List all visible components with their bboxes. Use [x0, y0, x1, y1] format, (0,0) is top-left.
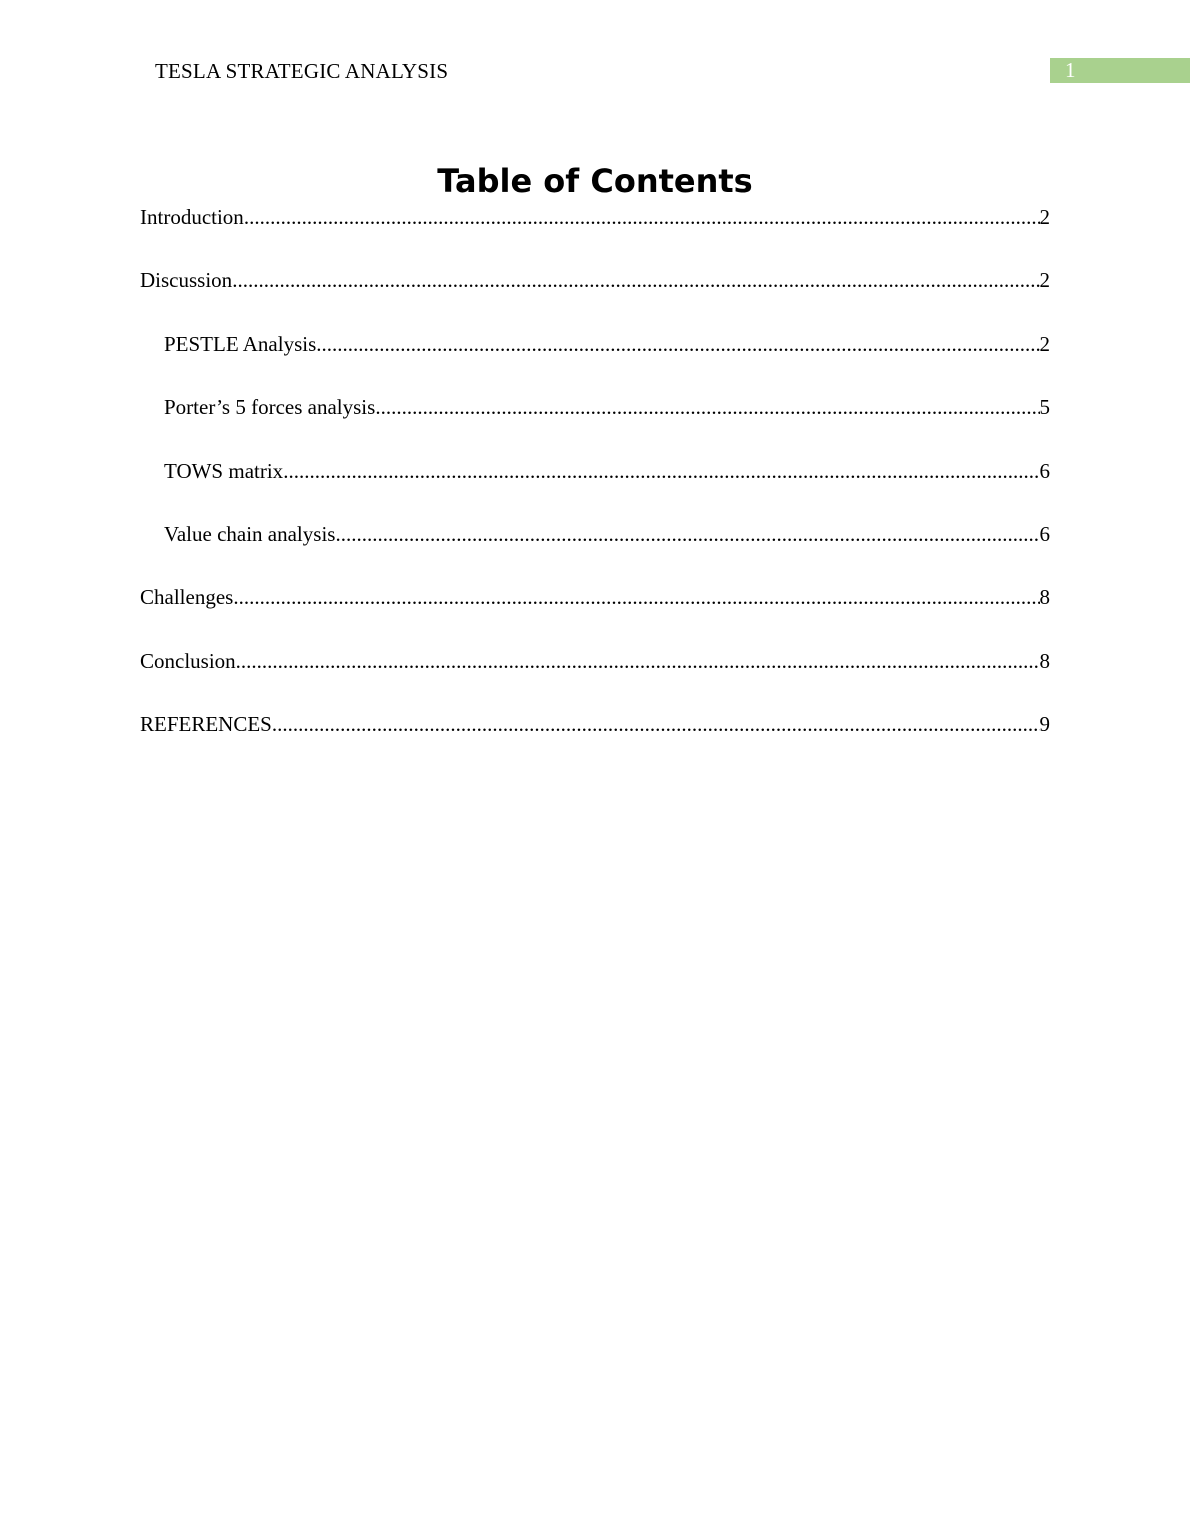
toc-entry-page: 6	[1039, 521, 1050, 546]
toc-entry-page: 8	[1039, 585, 1050, 610]
toc-entry-page: 2	[1039, 268, 1050, 293]
page-number: 1	[1065, 58, 1076, 82]
toc-entry-page: 2	[1039, 205, 1050, 229]
toc-entry-tows-matrix[interactable]	[140, 456, 1050, 519]
page-number-box	[1050, 58, 1190, 83]
toc-entry-label: TOWS matrix	[164, 458, 284, 483]
toc-dot-leader	[244, 202, 1040, 232]
running-header-title: TESLA STRATEGIC ANALYSIS	[155, 59, 449, 83]
toc-title: Table of Contents	[437, 162, 753, 200]
toc-entry-label: Challenges	[140, 585, 234, 610]
toc-dot-leader	[233, 582, 1039, 612]
toc-dot-leader	[272, 709, 1040, 739]
toc-entry-references[interactable]	[140, 709, 1050, 772]
toc-dot-leader	[335, 519, 1039, 549]
toc-entry-page: 2	[1039, 331, 1050, 356]
toc-entry-page: 8	[1039, 648, 1050, 673]
toc-entry-porters-5-forces[interactable]	[140, 392, 1050, 455]
toc-entry-page: 5	[1039, 395, 1050, 420]
toc-dot-leader	[316, 329, 1039, 359]
toc-entry-label: REFERENCES	[140, 712, 272, 737]
toc-entry-page: 6	[1039, 458, 1050, 483]
toc-entry-label: PESTLE Analysis	[164, 331, 317, 356]
toc-entry-pestle-analysis[interactable]	[140, 329, 1050, 392]
toc-dot-leader	[232, 265, 1039, 295]
toc-entry-page: 9	[1039, 712, 1050, 737]
toc-entry-value-chain-analysis[interactable]	[140, 519, 1050, 582]
toc-list	[140, 202, 1050, 773]
toc-entry-label: Porter’s 5 forces analysis	[164, 395, 376, 420]
toc-dot-leader	[375, 392, 1039, 422]
toc-entry-label: Introduction	[140, 205, 244, 229]
toc-entry-label: Conclusion	[140, 648, 236, 673]
toc-entry-introduction[interactable]	[140, 202, 1050, 265]
toc-entry-challenges[interactable]	[140, 582, 1050, 645]
toc-entry-discussion[interactable]	[140, 265, 1050, 328]
toc-entry-conclusion[interactable]	[140, 646, 1050, 709]
toc-dot-leader	[283, 456, 1039, 486]
toc-dot-leader	[236, 646, 1040, 676]
toc-entry-label: Discussion	[140, 268, 233, 293]
toc-entry-label: Value chain analysis	[164, 521, 336, 546]
